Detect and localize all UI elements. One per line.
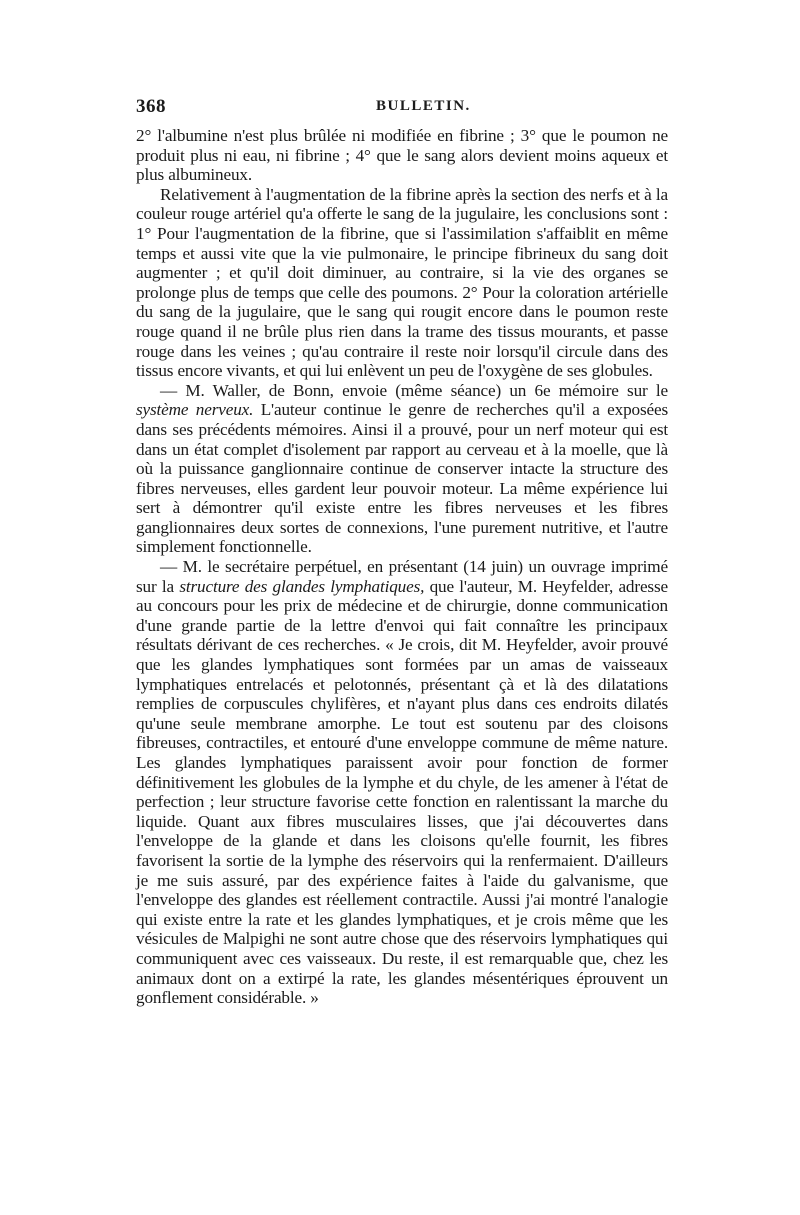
paragraph-waller-start: — M. Waller, de Bonn, envoie (même séance) un 6e mémoire sur le: [160, 380, 668, 400]
page-number: 368: [136, 96, 166, 117]
paragraph-waller: [136, 381, 668, 557]
paragraph-heyfelder-title: structure des glandes lymphatiques,: [179, 576, 425, 596]
paragraph-heyfelder-rest: que l'auteur, M. Heyfelder, adresse au concours pour les prix de médecine et de chirurgie, donne communication d'une grande partie de la lettre d'envoi qui fait connaître les principaux résultats dérivant de ces recherches. « Je crois, dit M. Heyfelder, avoir prouvé que les glandes lymphatiques sont formées par un amas de vaisseaux lymphatiques entrelacés et pelotonnés, présentant çà et là des dilatations remplies de corpuscules chylifères, et n'ayant plus dans ces endroits dilatés qu'une seule membrane amorphe. Le tout est soutenu par des cloisons fibreuses, contractiles, et entouré d'une enveloppe commune de même nature. Les glandes lymphatiques paraissent avoir pour fonction de former définitivement les globules de la lymphe et du chyle, de les amener à l'état de perfection ; leur structure favorise cette fonction en ralentissant la marche du liquide. Quant aux fibres musculaires lisses, que j'ai découvertes dans l'enveloppe de la glande et dans les cloisons qu'elle fournit, les fibres favorisent la sortie de la lymphe des réservoirs qui la renfermaient. D'ailleurs je me suis assuré, par des expérience faites à l'aide du galvanisme, que l'enveloppe des glandes est réellement contractile. Aussi j'ai montré l'analogie qui existe entre la rate et les glandes lymphatiques, et je crois même que les vésicules de Malpighi ne sont autre chose que des réservoirs lymphatiques qui communiquent avec ces vaisseaux. Du reste, il est remarquable que, chez les animaux dont on a extirpé la rate, les glandes mésentériques éprouvent un gonflement considérable. »: [136, 576, 668, 1008]
running-head: BULLETIN.: [376, 98, 471, 114]
page-header: [136, 96, 668, 120]
paragraph-fibrine: Relativement à l'augmentation de la fibrine après la section des nerfs et à la couleur rouge artériel qu'a offerte le sang de la jugulaire, les conclusions sont : 1° Pour l'augmentation de la fibrine, que si l'assimilation s'affaiblit en même temps et aussi vite que la vie pulmonaire, le principe fibrineux du sang doit augmenter ; et qu'il doit diminuer, au contraire, si la vie des organes se prolonge plus de temps que celle des poumons. 2° Pour la coloration artérielle du sang de la jugulaire, que le sang qui rougit encore dans le poumon reste rouge quand il ne brûle plus rien dans la trame des tissus mourants, et passe rouge dans les veines ; qu'au contraire il reste noir lorsqu'il circule dans des tissus encore vivants, et qui lui enlèvent un peu de l'oxygène de ses globules.: [136, 184, 668, 381]
body-text: [136, 126, 668, 1008]
paragraph-heyfelder-start: — M. le secrétaire perpétuel, en présentant (14 juin) un ouvrage imprimé sur la: [136, 557, 668, 596]
paragraph-waller-rest: L'auteur continue le genre de recherches qu'il a exposées dans ses précédents mémoires. Ainsi il a prouvé, pour un nerf moteur qui est dans un état complet d'isolement par rapport au cerveau et à la moelle, que là où la puissance ganglionnaire continue de conserver intacte la structure des fibres nerveuses, elles gardent leur pouvoir moteur. La même expérience lui sert à démontrer qu'il existe entre les fibres nerveuses et les fibres ganglionnaires deux sortes de connexions, l'une purement nutritive, et l'autre simplement fonctionnelle.: [136, 400, 668, 557]
paragraph-albumine: 2° l'albumine n'est plus brûlée ni modifiée en fibrine ; 3° que le poumon ne produit plus ni eau, ni fibrine ; 4° que le sang alors devient moins aqueux et plus albumineux.: [136, 126, 668, 185]
paragraph-heyfelder: [136, 557, 668, 1008]
paragraph-waller-title: système nerveux.: [136, 400, 254, 420]
